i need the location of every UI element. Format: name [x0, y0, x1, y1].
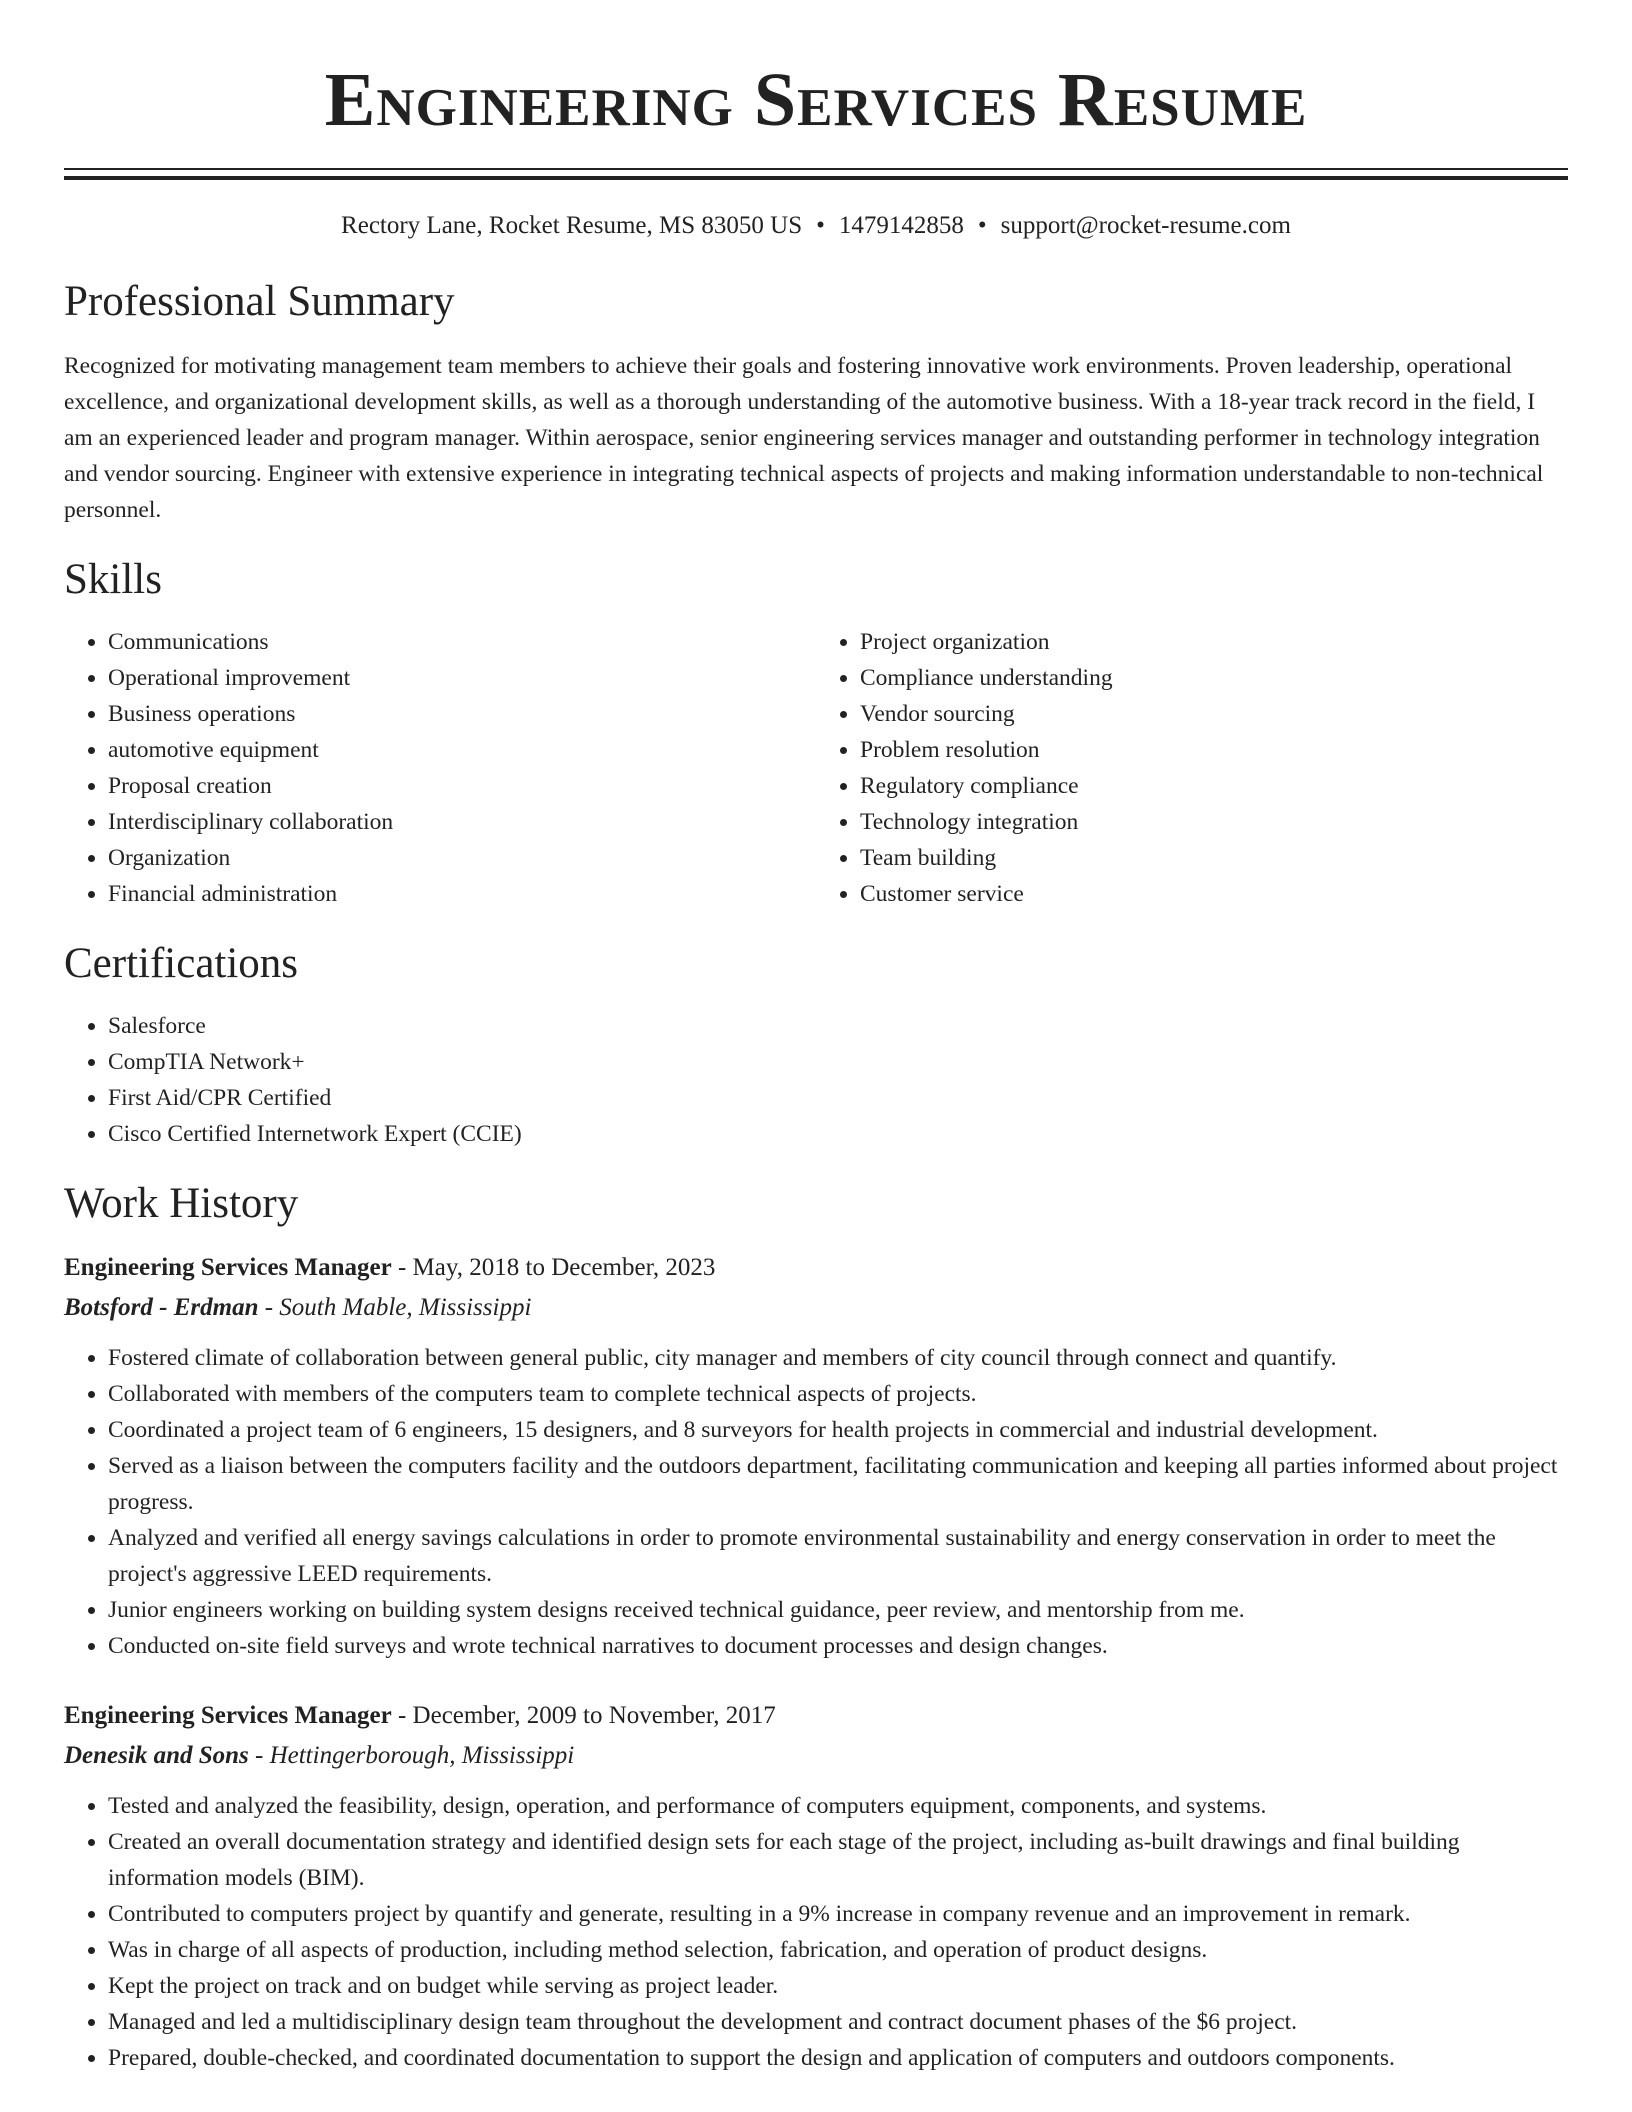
job-company: Denesik and Sons	[64, 1742, 249, 1769]
job-bullet: • Collaborated with members of the computers team to complete technical aspects of projects.	[108, 1376, 1568, 1412]
skill-item: • Regulatory compliance	[860, 768, 1568, 804]
title-rule-thick	[64, 176, 1568, 180]
skill-item: • Financial administration	[108, 876, 816, 912]
skill-item: • Interdisciplinary collaboration	[108, 804, 816, 840]
job-bullets	[64, 1340, 1568, 1664]
job-entry	[64, 1250, 1568, 1664]
job-bullet: • Kept the project on track and on budget while serving as project leader.	[108, 1968, 1568, 2004]
certification-item: • CompTIA Network+	[108, 1044, 1568, 1080]
job-title-line	[64, 1250, 1568, 1286]
job-bullet: • Fostered climate of collaboration between general public, city manager and members of city council through connect and quantify.	[108, 1340, 1568, 1376]
skill-item: • Problem resolution	[860, 732, 1568, 768]
job-entry	[64, 1698, 1568, 2076]
job-role: Engineering Services Manager	[64, 1254, 392, 1281]
job-company: Botsford - Erdman	[64, 1294, 259, 1321]
job-bullet: • Analyzed and verified all energy savings calculations in order to promote environmental sustainability and energy conservation in order to meet the project's aggressive LEED requirements.	[108, 1520, 1568, 1592]
skill-item: • Communications	[108, 624, 816, 660]
job-role: Engineering Services Manager	[64, 1702, 392, 1729]
job-bullet: • Served as a liaison between the computers facility and the outdoors department, facilitating communication and keeping all parties informed about project progress.	[108, 1448, 1568, 1520]
contact-email: support@rocket-resume.com	[1000, 212, 1291, 239]
skill-item: • automotive equipment	[108, 732, 816, 768]
job-dates: - May, 2018 to December, 2023	[391, 1254, 716, 1281]
skills-list-right	[816, 624, 1568, 912]
skills-list-left	[64, 624, 816, 912]
certifications-list	[64, 1008, 1568, 1152]
contact-separator: •	[977, 212, 987, 239]
job-dates: - December, 2009 to November, 2017	[391, 1702, 776, 1729]
job-bullet: • Junior engineers working on building system designs received technical guidance, peer review, and mentorship from me.	[108, 1592, 1568, 1628]
job-bullet: • Was in charge of all aspects of production, including method selection, fabrication, and operation of product designs.	[108, 1932, 1568, 1968]
contact-line	[64, 210, 1568, 242]
skill-item: • Compliance understanding	[860, 660, 1568, 696]
job-location: - South Mable, Mississippi	[258, 1294, 532, 1321]
job-bullet: • Prepared, double-checked, and coordinated documentation to support the design and application of computers and outdoors components.	[108, 2040, 1568, 2076]
skill-item: • Technology integration	[860, 804, 1568, 840]
skill-item: • Proposal creation	[108, 768, 816, 804]
skill-item: • Vendor sourcing	[860, 696, 1568, 732]
job-bullet: • Conducted on-site field surveys and wrote technical narratives to document processes and design changes.	[108, 1628, 1568, 1664]
contact-address: Rectory Lane, Rocket Resume, MS 83050 US	[341, 212, 803, 239]
certification-item: • Salesforce	[108, 1008, 1568, 1044]
certifications-heading: Certifications	[64, 940, 299, 987]
skills-columns	[64, 624, 1568, 912]
work-history-heading: Work History	[64, 1180, 299, 1227]
summary-heading: Professional Summary	[64, 278, 455, 325]
resume-title: Engineering Services Resume	[324, 58, 1308, 142]
job-bullet: • Managed and led a multidisciplinary design team throughout the development and contract document phases of the $6 project.	[108, 2004, 1568, 2040]
contact-separator: •	[816, 212, 825, 239]
skill-item: • Team building	[860, 840, 1568, 876]
contact-phone: 1479142858	[838, 212, 964, 239]
job-company-line	[64, 1738, 1568, 1774]
job-bullet: • Contributed to computers project by quantify and generate, resulting in a 9% increase in company revenue and an improvement in remark.	[108, 1896, 1568, 1932]
title-rule-thin	[64, 168, 1568, 170]
skills-heading: Skills	[64, 556, 162, 603]
skill-item: • Customer service	[860, 876, 1568, 912]
job-company-line	[64, 1290, 1568, 1326]
skill-item: • Business operations	[108, 696, 816, 732]
summary-text: Recognized for motivating management team members to achieve their goals and fostering innovative work environments. Proven leadership, operational excellence, and organizational development skills, as well as a thorough understanding of the automotive business. With a 18-year track record in the field, I am an experienced leader and program manager. Within aerospace, senior engineering services manager and outstanding performer in technology integration and vendor sourcing. Engineer with extensive experience in integrating technical aspects of projects and making information understandable to non-technical personnel.	[64, 353, 1544, 523]
job-location: - Hettingerborough, Mississippi	[248, 1742, 575, 1769]
job-bullet: • Tested and analyzed the feasibility, design, operation, and performance of computers equipment, components, and systems.	[108, 1788, 1568, 1824]
certification-item: • Cisco Certified Internetwork Expert (CCIE)	[108, 1116, 1568, 1152]
job-bullets	[64, 1788, 1568, 2076]
skill-item: • Project organization	[860, 624, 1568, 660]
job-bullet: • Created an overall documentation strategy and identified design sets for each stage of the project, including as-built drawings and final building information models (BIM).	[108, 1824, 1568, 1896]
skill-item: • Organization	[108, 840, 816, 876]
job-title-line	[64, 1698, 1568, 1734]
job-bullet: • Coordinated a project team of 6 engineers, 15 designers, and 8 surveyors for health projects in commercial and industrial development.	[108, 1412, 1568, 1448]
skill-item: • Operational improvement	[108, 660, 816, 696]
certification-item: • First Aid/CPR Certified	[108, 1080, 1568, 1116]
